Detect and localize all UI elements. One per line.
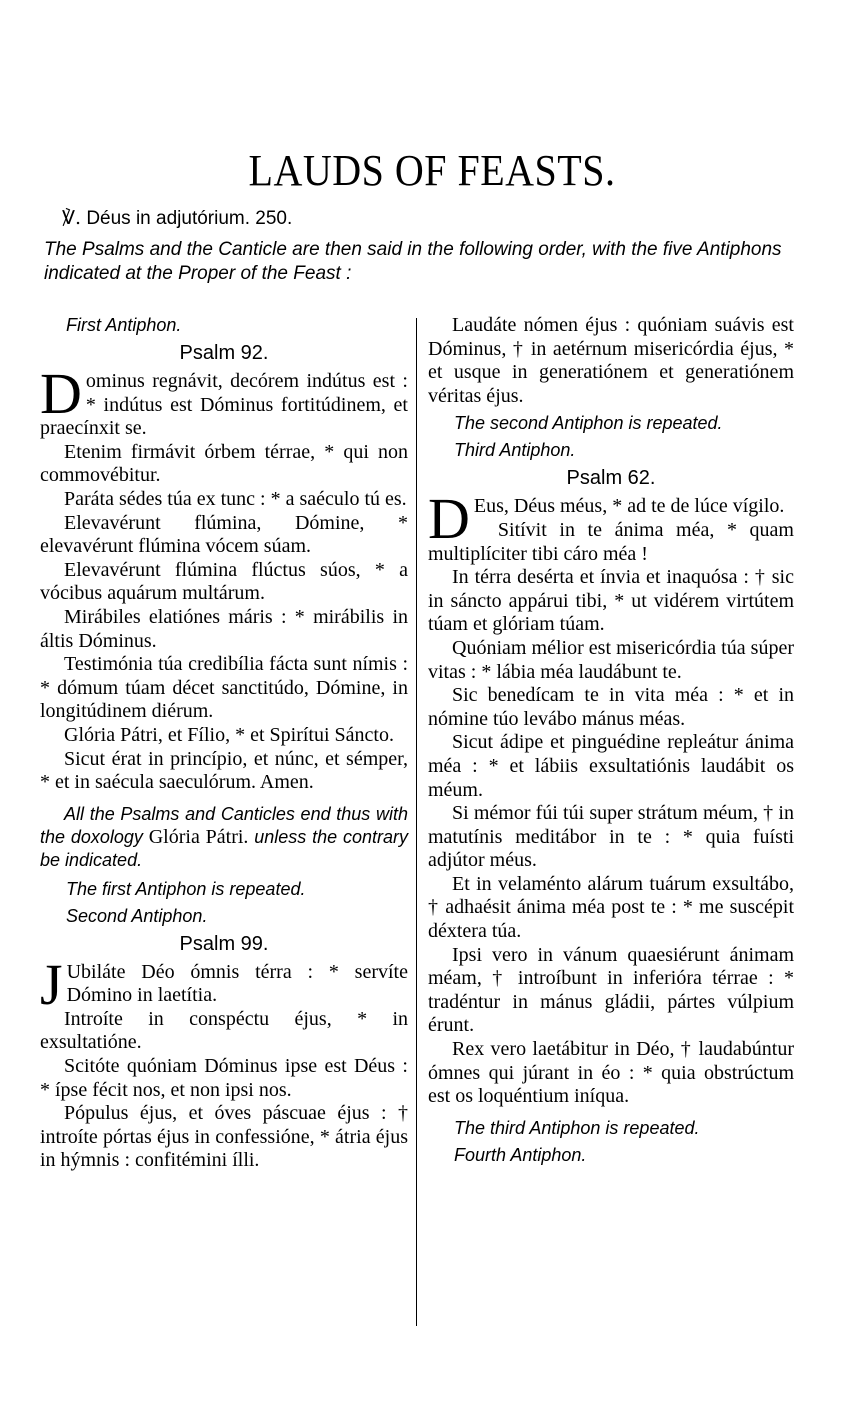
psalm-verse: Scitóte quóniam Dóminus ipse est Déus : * ípse fécit nos, et non ipsi nos. (40, 1055, 408, 1101)
psalm-verse: Pópulus éjus, et óves páscuae éjus : † introíte pórtas éjus in confessióne, * átria éjus in hýmnis : confitémini ílli. (40, 1102, 408, 1172)
versicle-line (62, 206, 292, 231)
antiphon-heading: Fourth Antiphon. (454, 1144, 587, 1165)
psalm-heading: Psalm 99. (179, 932, 269, 955)
psalm-verse: D Eus, Déus méus, * ad te de lúce vígilo. (428, 486, 785, 552)
psalm-verse: Mirábiles elatiónes máris : * mirábilis in áltis Dóminus. (40, 605, 408, 652)
right-column (428, 314, 794, 1171)
drop-cap: D (428, 486, 470, 552)
psalm-verse: Dominus regnávit, decórem indútus est : * indútus est Dóminus fortitúdinem, et praecínxit se. (40, 361, 408, 440)
psalm-verse: Sic benedícam te in vita méa : * et in nómine túo levábo mánus méas. (428, 684, 794, 730)
psalm-heading: Psalm 62. (566, 467, 656, 490)
intro-rubric: The Psalms and the Canticle are then said in the following order, with the five Antiphons indicated at the Proper of the Feast : (44, 239, 782, 284)
column-divider (416, 318, 417, 1326)
psalm-verse: Et in velaménto alárum tuárum exsultábo, † adhaésit ánima méa post te : * me suscépit déxtera túa. (428, 872, 794, 943)
antiphon-repeat-rubric: The third Antiphon is repeated. (454, 1117, 700, 1138)
psalm-verse: Paráta sédes túa ex tunc : * a saéculo tú es. (64, 487, 407, 510)
antiphon-repeat-rubric: The second Antiphon is repeated. (454, 413, 723, 434)
psalm-verse: Elevavérunt flúmina flúctus súos, * a vócibus aquárum multárum. (40, 558, 408, 605)
antiphon-repeat-rubric: The first Antiphon is repeated. (66, 878, 306, 899)
doxology-rubric: All the Psalms and Canticles end thus with the doxology Glória Pátri. unless the contrary be indicated. (40, 803, 408, 870)
psalm-verse: Etenim firmávit órbem térrae, * qui non commovébitur. (40, 440, 408, 487)
psalm-verse: Sicut ádipe et pinguédine repleátur ánima méa : * et lábiis exsultatiónis laudábit os méum. (428, 731, 794, 801)
versicle-symbol: ℣. (62, 207, 82, 229)
psalm-verse: Introíte in conspéctu éjus, * in exsultatióne. (40, 1007, 408, 1054)
psalm-verse: Sitívit in te ánima méa, * quam multiplíciter tibi cáro méa ! (428, 518, 794, 565)
antiphon-heading: Third Antiphon. (454, 440, 576, 461)
psalm-verse: Ipsi vero in vánum quaesiérunt ánimam méam, † introíbunt in inferióra térrae : * tradéntur in mánus gládii, pártes vúlpium érunt. (428, 943, 794, 1037)
psalm-verse: J Ubiláte Déo ómnis térra : * servíte Dómino in laetítia. (40, 951, 408, 1017)
psalm-verse: Quóniam mélior est misericórdia túa súper vitas : * lábia méa laudábunt te. (428, 636, 794, 683)
versicle-text: Déus in adjutórium. 250. (86, 208, 293, 229)
psalm-verse: Rex vero laetábitur in Déo, † laudabúntur ómnes qui júrant in éo : * quia obstrúctum est os loquéntium iníqua. (428, 1038, 794, 1108)
left-column (40, 314, 408, 1173)
antiphon-heading: First Antiphon. (66, 315, 182, 335)
page-title: LAUDS OF FEASTS. (248, 144, 616, 196)
psalm-verse: Glória Pátri, et Fílio, * et Spirítui Sáncto. (64, 723, 394, 746)
psalm-verse: Testimónia túa credibília fácta sunt nímis : * dómum túam décet sanctitúdo, Dómine, in longitúdinem diérum. (40, 653, 408, 723)
drop-cap: D (40, 361, 82, 426)
psalm-verse: Elevavérunt flúmina, Dómine, * elevavérunt flúmina vócem súam. (40, 511, 408, 558)
psalm-verse: Laudáte nómen éjus : quóniam suávis est Dóminus, † in aetérnum misericórdia éjus, * et usque in generatiónem et generatiónem véritas éjus. (428, 314, 794, 407)
antiphon-heading: Second Antiphon. (66, 905, 208, 926)
psalm-verse: Si mémor fúi túi super strátum méum, † in matutínis meditábor in te : * quia fuísti adjútor méus. (428, 802, 794, 872)
psalm-heading: Psalm 92. (179, 342, 269, 364)
psalm-verse: Sicut érat in princípio, et núnc, et sémper, * et in saécula saeculórum. Amen. (40, 747, 408, 794)
drop-cap: J (40, 951, 63, 1017)
psalm-verse: In térra desérta et ínvia et inaquósa : † sic in sáncto appárui tibi, * ut vidérem virtútem túam et glóriam túam. (428, 566, 794, 636)
